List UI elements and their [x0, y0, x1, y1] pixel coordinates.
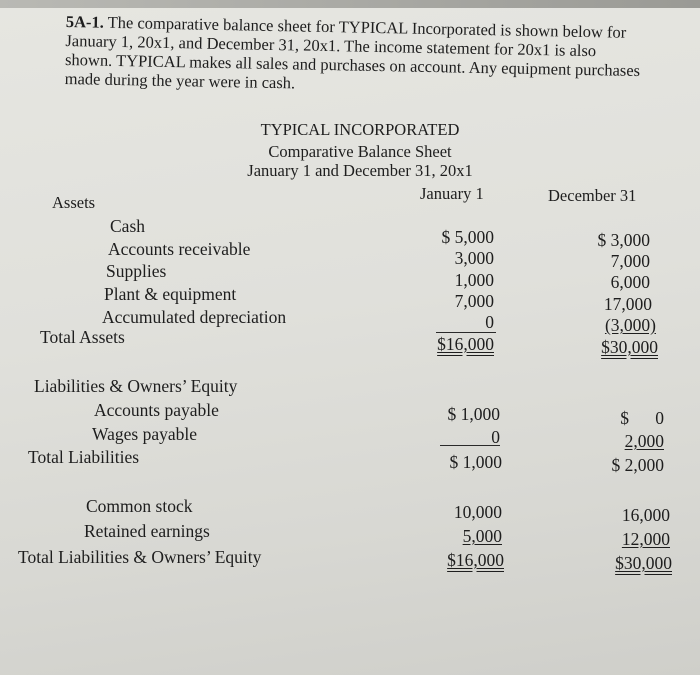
- statement-title: Comparative Balance Sheet: [268, 142, 452, 161]
- problem-statement: [65, 12, 646, 99]
- supplies-january: 1,000: [454, 270, 494, 290]
- liabilities-section-label: Liabilities & Owners’ Equity: [34, 376, 238, 396]
- cash-december: $ 3,000: [597, 230, 650, 250]
- common-stock-december: 16,000: [621, 505, 670, 525]
- total-liabilities-january: $ 1,000: [449, 452, 502, 472]
- asset-label-cash: Cash: [110, 216, 145, 236]
- statement-period: January 1 and December 31, 20x1: [247, 161, 473, 180]
- total-liabilities-december: $ 2,000: [611, 455, 664, 475]
- accumulated-depreciation-january: 0: [485, 312, 494, 332]
- total-liabilities-equity-january: $16,000: [447, 550, 504, 570]
- equity-label-retained-earnings: Retained earnings: [84, 521, 210, 541]
- accounts-payable-december: $ 0: [620, 408, 664, 428]
- asset-label-plant-equipment: Plant & equipment: [104, 284, 237, 304]
- accounts-payable-january: $ 1,000: [447, 404, 500, 424]
- column-header-january: January 1: [420, 184, 484, 203]
- total-assets-label: Total Assets: [40, 327, 125, 347]
- liability-label-wages-payable: Wages payable: [92, 424, 197, 444]
- supplies-december: 6,000: [610, 272, 650, 292]
- common-stock-january: 10,000: [453, 502, 502, 522]
- subtotal-rule-january: [436, 332, 496, 333]
- problem-text: The comparative balance sheet for TYPICAL Incorporated is shown below for January 1, 20x1, and December 31, 20x1. The income statement for 20x1 is also shown. TYPICAL makes all sales and purchases on account. Any equipment purchases made during the year were in cash.: [64, 12, 641, 93]
- total-liabilities-label: Total Liabilities: [28, 447, 140, 467]
- plant-equipment-december: 17,000: [603, 294, 652, 314]
- asset-label-accounts-receivable: Accounts receivable: [108, 239, 251, 259]
- retained-earnings-december: 12,000: [621, 529, 670, 549]
- accounts-receivable-december: 7,000: [610, 251, 650, 271]
- total-assets-january: $16,000: [437, 334, 494, 354]
- wages-payable-december: 2,000: [624, 431, 664, 451]
- wages-payable-january: 0: [491, 427, 500, 447]
- asset-label-accumulated-depreciation: Accumulated depreciation: [102, 307, 287, 327]
- plant-equipment-january: 7,000: [454, 291, 494, 311]
- company-name: TYPICAL INCORPORATED: [260, 120, 460, 139]
- equity-label-common-stock: Common stock: [86, 496, 193, 516]
- problem-number: 5A-1.: [65, 12, 105, 32]
- asset-label-supplies: Supplies: [106, 261, 167, 281]
- retained-earnings-january: 5,000: [462, 526, 502, 546]
- total-liabilities-equity-december: $30,000: [615, 553, 672, 573]
- total-assets-december: $30,000: [601, 337, 658, 357]
- column-header-december: December 31: [548, 186, 637, 205]
- accounts-receivable-january: 3,000: [454, 248, 494, 268]
- cash-january: $ 5,000: [441, 227, 494, 247]
- page-edge-shadow: [0, 0, 700, 8]
- accumulated-depreciation-december: (3,000): [604, 315, 656, 335]
- liability-label-accounts-payable: Accounts payable: [94, 400, 219, 420]
- total-liabilities-equity-label: Total Liabilities & Owners’ Equity: [18, 547, 262, 567]
- assets-section-label: Assets: [52, 193, 96, 212]
